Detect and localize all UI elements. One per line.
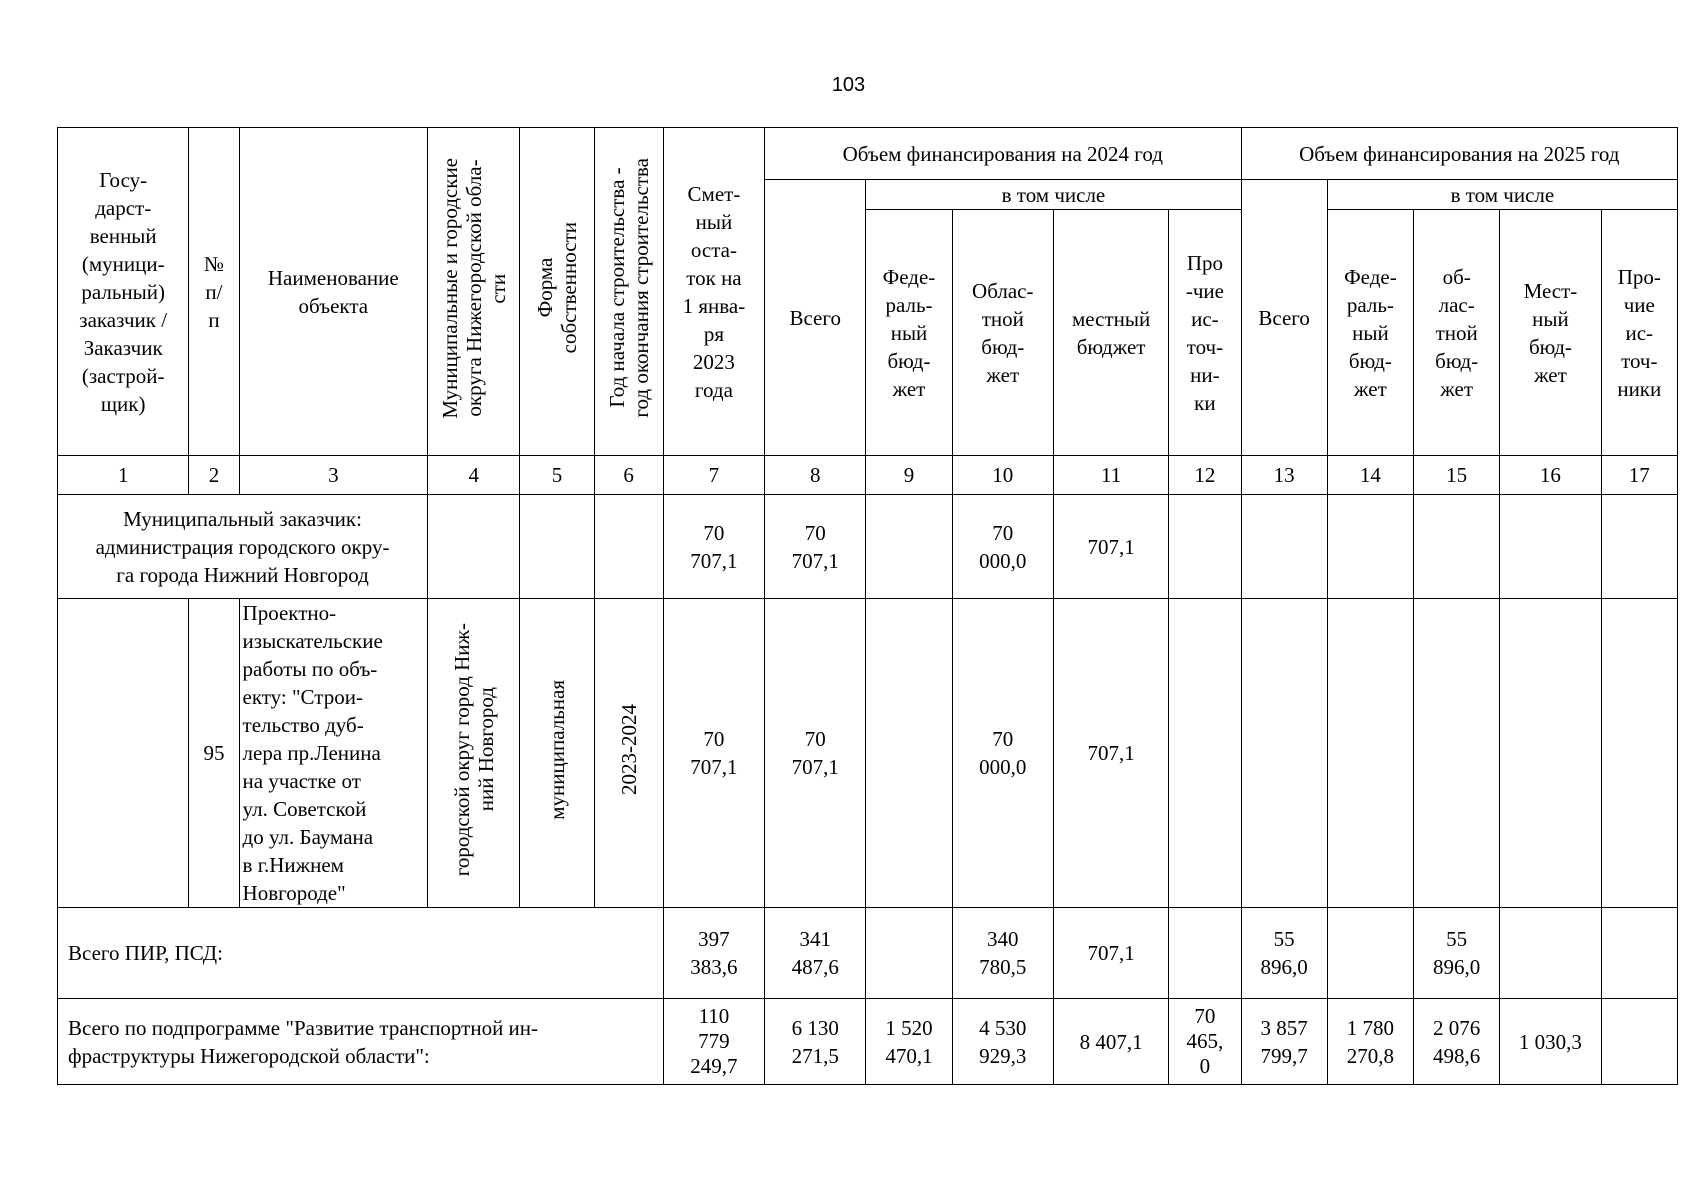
header-total-2024: Всего: [765, 180, 866, 456]
empty-cell: [1414, 599, 1500, 908]
total-subprogram-federal-2024: 1 520 470,1: [866, 999, 952, 1085]
empty-cell: [1241, 495, 1327, 599]
total-pir-remainder: 397 383,6: [663, 908, 764, 999]
total-subprogram-other-2024: 70 465, 0: [1169, 999, 1241, 1085]
total-subprogram-remainder: 110 779 249,7: [663, 999, 764, 1085]
empty-cell: [1169, 495, 1241, 599]
total-pir-row: [58, 908, 1678, 999]
total-subprogram-total-2024: 6 130 271,5: [765, 999, 866, 1085]
financing-table: [57, 127, 1678, 1085]
item-95-years: [594, 599, 663, 908]
header-including-2024: в том числе: [866, 180, 1241, 210]
item-95-ownership-text: муниципальная: [544, 679, 569, 820]
column-number: 2: [189, 456, 239, 495]
total-subprogram-local-2025: 1 030,3: [1500, 999, 1601, 1085]
total-pir-total-2025: 55 896,0: [1241, 908, 1327, 999]
header-total-2025: Всего: [1241, 180, 1327, 456]
empty-cell: [1601, 999, 1677, 1085]
total-pir-label: Всего ПИР, ПСД:: [58, 908, 664, 999]
empty-cell: [1327, 495, 1413, 599]
header-regional-2025: об- лас- тной бюд- жет: [1414, 210, 1500, 456]
item-95-ownership: [520, 599, 594, 908]
empty-cell: [58, 599, 189, 908]
header-federal-2025: Феде- раль- ный бюд- жет: [1327, 210, 1413, 456]
column-number: 5: [520, 456, 594, 495]
empty-cell: [1414, 495, 1500, 599]
item-95-num: 95: [189, 599, 239, 908]
column-number: 12: [1169, 456, 1241, 495]
header-other-2025: Про- чие ис- точ- ники: [1601, 210, 1677, 456]
column-number: 16: [1500, 456, 1601, 495]
header-ownership: [520, 128, 594, 456]
total-pir-regional-2025: 55 896,0: [1414, 908, 1500, 999]
header-customer: Госу- дарст- венный (муници- pальный) заказчик / Заказчик (застрой- щик): [58, 128, 189, 456]
customer-regional-2024: 70 000,0: [952, 495, 1053, 599]
item-95-municipality-text: городской округ город Ниж- ний Новгород: [449, 622, 498, 877]
item-95-remainder: 70 707,1: [663, 599, 764, 908]
column-number: 6: [594, 456, 663, 495]
column-number: 11: [1053, 456, 1168, 495]
header-row-1: [58, 128, 1678, 180]
header-num: № п/ п: [189, 128, 239, 456]
empty-cell: [1169, 599, 1241, 908]
total-subprogram-regional-2024: 4 530 929,3: [952, 999, 1053, 1085]
empty-cell: [1241, 599, 1327, 908]
header-including-2025: в том числе: [1327, 180, 1677, 210]
header-federal-2024: Феде- раль- ный бюд- жет: [866, 210, 952, 456]
total-subprogram-total-2025: 3 857 799,7: [1241, 999, 1327, 1085]
column-number: 14: [1327, 456, 1413, 495]
item-95-local-2024: 707,1: [1053, 599, 1168, 908]
column-number: 4: [428, 456, 520, 495]
total-pir-regional-2024: 340 780,5: [952, 908, 1053, 999]
item-95-name: Проектно- изыскательские работы по объ- екту: "Строи- тельство дуб- лера пр.Ленина на участке от ул. Советской до ул. Баумана в г.Нижнем Новгороде": [239, 599, 428, 908]
total-pir-local-2024: 707,1: [1053, 908, 1168, 999]
empty-cell: [1601, 495, 1677, 599]
empty-cell: [1169, 908, 1241, 999]
empty-cell: [1327, 599, 1413, 908]
column-number: 10: [952, 456, 1053, 495]
item-95-total-2024: 70 707,1: [765, 599, 866, 908]
total-subprogram-federal-2025: 1 780 270,8: [1327, 999, 1413, 1085]
item-95-municipality: [428, 599, 520, 908]
customer-group-row: [58, 495, 1678, 599]
empty-cell: [520, 495, 594, 599]
column-number: 3: [239, 456, 428, 495]
empty-cell: [866, 495, 952, 599]
empty-cell: [866, 908, 952, 999]
total-subprogram-row: [58, 999, 1678, 1085]
customer-remainder: 70 707,1: [663, 495, 764, 599]
total-subprogram-local-2024: 8 407,1: [1053, 999, 1168, 1085]
total-subprogram-regional-2025: 2 076 498,6: [1414, 999, 1500, 1085]
page-number: 103: [831, 74, 866, 96]
customer-local-2024: 707,1: [1053, 495, 1168, 599]
empty-cell: [1500, 495, 1601, 599]
empty-cell: [866, 599, 952, 908]
empty-cell: [1500, 599, 1601, 908]
column-number: 7: [663, 456, 764, 495]
empty-cell: [1327, 908, 1413, 999]
header-years-text: Год начала строительства - год окончания строительства: [604, 158, 653, 418]
column-number: 1: [58, 456, 189, 495]
column-number: 13: [1241, 456, 1327, 495]
header-remainder: Смет- ный оста- ток на 1 янва- ря 2023 года: [663, 128, 764, 456]
header-municipality-text: Муниципальные и городские округа Нижегородской обла- сти: [437, 157, 510, 419]
column-number: 15: [1414, 456, 1500, 495]
empty-cell: [594, 495, 663, 599]
empty-cell: [1601, 599, 1677, 908]
empty-cell: [428, 495, 520, 599]
item-95-regional-2024: 70 000,0: [952, 599, 1053, 908]
header-ownership-text: Форма собственности: [532, 222, 581, 354]
column-numbers-row: [58, 456, 1678, 495]
empty-cell: [1601, 908, 1677, 999]
header-regional-2024: Облас- тной бюд- жет: [952, 210, 1053, 456]
header-name: Наименование объекта: [239, 128, 428, 456]
customer-total-2024: 70 707,1: [765, 495, 866, 599]
customer-group-label: Муниципальный заказчик: администрация городского окру- га города Нижний Новгород: [58, 495, 428, 599]
column-number: 9: [866, 456, 952, 495]
column-number: 17: [1601, 456, 1677, 495]
header-years: [594, 128, 663, 456]
header-other-2024: Про -чие ис- точ- ни- ки: [1169, 210, 1241, 456]
header-funding-2024: Объем финансирования на 2024 год: [765, 128, 1241, 180]
total-pir-total-2024: 341 487,6: [765, 908, 866, 999]
header-local-2025: Мест- ный бюд- жет: [1500, 210, 1601, 456]
item-95-row: [58, 599, 1678, 908]
header-local-2024: местный бюджет: [1053, 210, 1168, 456]
column-number: 8: [765, 456, 866, 495]
empty-cell: [1500, 908, 1601, 999]
item-95-years-text: 2023-2024: [616, 704, 641, 795]
header-municipality: [428, 128, 520, 456]
header-funding-2025: Объем финансирования на 2025 год: [1241, 128, 1677, 180]
total-subprogram-label: Всего по подпрограмме "Развитие транспортной ин- фраструктуры Нижегородской области":: [58, 999, 664, 1085]
